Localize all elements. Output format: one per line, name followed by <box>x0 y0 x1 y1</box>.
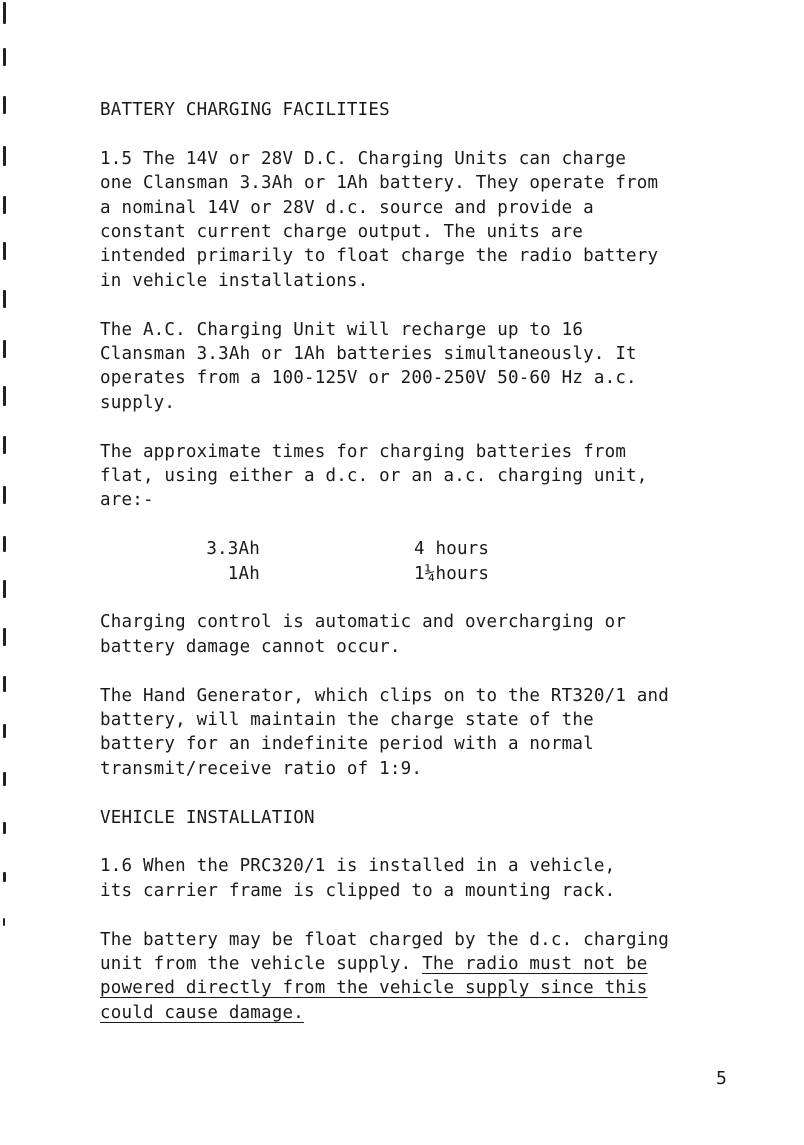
float-charge-text: The battery may be float charged by the d.c. charging unit from the vehicle supply. <box>100 929 670 975</box>
charging-times-table <box>100 537 760 586</box>
binder-mark <box>3 772 6 786</box>
binder-mark <box>3 436 6 454</box>
binder-mark <box>3 340 6 358</box>
section-heading-vehicle-installation: VEHICLE INSTALLATION <box>100 807 315 828</box>
binder-mark <box>3 196 6 214</box>
charging-times-row <box>100 537 600 561</box>
paragraph-float-charge <box>100 928 760 1026</box>
binder-mark <box>3 146 6 166</box>
binder-mark <box>3 486 6 504</box>
binder-mark <box>3 918 5 926</box>
binder-mark <box>3 724 6 738</box>
paragraph-charging-times-intro: The approximate times for charging batteries from flat, using either a d.c. or an a.c. charging unit, are:- <box>100 441 648 511</box>
paragraph-1-6: 1.6 When the PRC320/1 is installed in a vehicle, its carrier frame is clipped to a mounting rack. <box>100 856 616 901</box>
binder-mark <box>3 628 6 646</box>
binder-mark <box>3 386 6 406</box>
binder-mark <box>3 536 6 552</box>
binder-mark <box>3 580 6 598</box>
paragraph-1-5: 1.5 The 14V or 28V D.C. Charging Units can charge one Clansman 3.3Ah or 1Ah battery. They operate from a nominal 14V or 28V d.c. source and provide a constant current charge output. The units are intended primarily to float charge the radio battery in vehicle installations. <box>100 148 659 291</box>
charge-duration: 1¼hours <box>414 563 490 584</box>
battery-capacity: 1Ah <box>227 563 260 584</box>
paragraph-ac-charging-unit: The A.C. Charging Unit will recharge up to 16 Clansman 3.3Ah or 1Ah batteries simultaneously. It operates from a 100-125V or 200-250V 50-60 Hz a.c. supply. <box>100 319 637 413</box>
paragraph-hand-generator: The Hand Generator, which clips on to the RT320/1 and battery, will maintain the charge state of the battery for an indefinite period with a normal transmit/receive ratio of 1:9. <box>100 685 670 779</box>
binder-mark <box>3 48 6 66</box>
warning-text: The radio must not be powered directly from the vehicle supply since this could cause damage. <box>100 954 648 1023</box>
binder-mark <box>3 242 6 260</box>
binder-mark <box>3 676 6 692</box>
section-heading-battery-charging: BATTERY CHARGING FACILITIES <box>100 100 390 120</box>
binder-mark <box>3 290 6 308</box>
battery-capacity: 3.3Ah <box>206 539 260 560</box>
binder-mark <box>3 872 6 882</box>
charging-times-row <box>100 562 600 586</box>
paragraph-charging-control: Charging control is automatic and overcharging or battery damage cannot occur. <box>100 612 627 657</box>
document-body <box>100 98 760 1050</box>
binder-mark <box>3 2 6 24</box>
charge-duration: 4 hours <box>414 539 490 560</box>
binder-mark <box>3 822 6 834</box>
page-number: 5 <box>716 1068 727 1089</box>
binder-mark <box>3 96 6 114</box>
